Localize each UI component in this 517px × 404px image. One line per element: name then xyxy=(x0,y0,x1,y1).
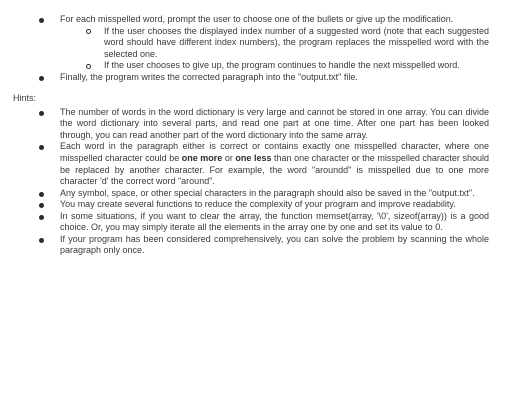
requirements-list xyxy=(0,0,517,83)
list-item xyxy=(0,14,517,72)
emphasis-text: one less xyxy=(235,153,272,164)
hints-heading: Hints: xyxy=(13,93,37,104)
list-item-text: Finally, the program writes the corrected paragraph into the "output.txt" file. xyxy=(60,71,358,82)
sub-list-item xyxy=(0,60,517,72)
list-item-text: than one character or the misspelled character should be replaced by another character. For example, the word "aroundd" is misspelled due to one more character 'd' the correct word "around". xyxy=(60,153,489,187)
bullet-icon xyxy=(39,145,44,150)
list-item xyxy=(0,199,517,211)
hints-list xyxy=(0,107,517,257)
bullet-icon xyxy=(39,238,44,243)
list-item-text: Any symbol, space, or other special characters in the paragraph should also be saved in the "output.txt". xyxy=(60,187,475,198)
list-item-text: The number of words in the word dictionary is very large and cannot be stored in one array. You can divide the word dictionary into several parts, and read one part at one time. After one part has been looked through, you can read another part of the word dictionary into the same array. xyxy=(60,106,489,140)
list-item xyxy=(0,72,517,84)
list-item-text: You may create several functions to reduce the complexity of your program and improve readability. xyxy=(60,199,456,210)
hollow-bullet-icon xyxy=(86,64,91,69)
list-item-text: or xyxy=(222,153,236,164)
list-item xyxy=(0,188,517,200)
emphasis-text: one more xyxy=(181,153,223,164)
bullet-icon xyxy=(39,111,44,116)
sub-list-item-text: If the user chooses to give up, the program continues to handle the next misspelled word. xyxy=(104,60,460,71)
list-item-text: If your program has been considered comprehensively, you can solve the problem by scanning the whole paragraph only once. xyxy=(60,233,489,256)
bullet-icon xyxy=(39,203,44,208)
bullet-icon xyxy=(39,192,44,197)
bullet-icon xyxy=(39,76,44,81)
list-item xyxy=(0,211,517,234)
sub-list xyxy=(60,26,489,72)
sub-list-item xyxy=(0,26,517,61)
list-item xyxy=(0,107,517,142)
bullet-icon xyxy=(39,18,44,23)
list-item xyxy=(0,141,517,187)
sub-list-item-text: If the user chooses the displayed index number of a suggested word (note that each suggested word should have different index numbers), the program replaces the misspelled word with the selected one. xyxy=(104,25,489,59)
bullet-icon xyxy=(39,215,44,220)
list-item-text: For each misspelled word, prompt the user to choose one of the bullets or give up the modification. xyxy=(60,14,454,24)
list-item-text: Each word in the paragraph either is correct or contains exactly one misspelled character, where one misspelled character could be xyxy=(60,141,489,164)
list-item-text: In some situations, if you want to clear the array, the function memset(array, '\0', sizeof(array)) is a good choice. Or, you may simply iterate all the elements in the array one by one and set its value to 0. xyxy=(60,210,489,233)
list-item xyxy=(0,234,517,257)
hollow-bullet-icon xyxy=(86,29,91,34)
